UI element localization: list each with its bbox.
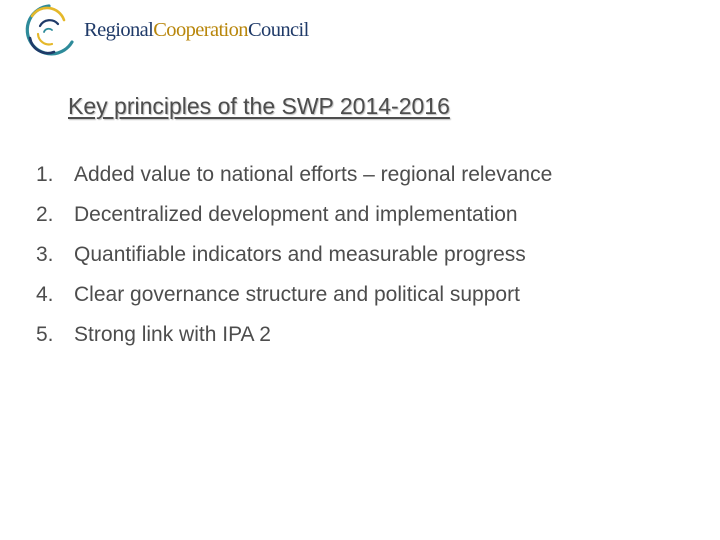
principle-item-4	[36, 275, 552, 315]
principle-number: 4.	[36, 283, 54, 306]
principle-item-1	[36, 155, 552, 195]
logo-word-regional: Regional	[84, 19, 154, 41]
principle-item-5	[36, 315, 552, 355]
logo-word-cooperation: Cooperation	[153, 19, 248, 41]
principles-list	[36, 155, 552, 355]
logo-wordmark	[84, 19, 309, 42]
principle-text: Strong link with IPA 2	[74, 323, 271, 346]
principle-number: 5.	[36, 323, 54, 346]
slide-title: Key principles of the SWP 2014-2016	[68, 93, 450, 119]
principle-number: 1.	[36, 163, 54, 186]
principle-item-2	[36, 195, 552, 235]
principle-number: 2.	[36, 203, 54, 226]
principle-item-3	[36, 235, 552, 275]
principle-text: Added value to national efforts – regional relevance	[74, 163, 553, 186]
principle-text: Decentralized development and implementation	[74, 203, 518, 226]
principle-text: Clear governance structure and political support	[74, 283, 520, 306]
principle-number: 3.	[36, 243, 54, 266]
rcc-arcs-logo-icon	[18, 2, 80, 60]
logo-word-council: Council	[247, 19, 309, 41]
principle-text: Quantifiable indicators and measurable progress	[74, 243, 526, 266]
rcc-logo	[18, 2, 309, 60]
